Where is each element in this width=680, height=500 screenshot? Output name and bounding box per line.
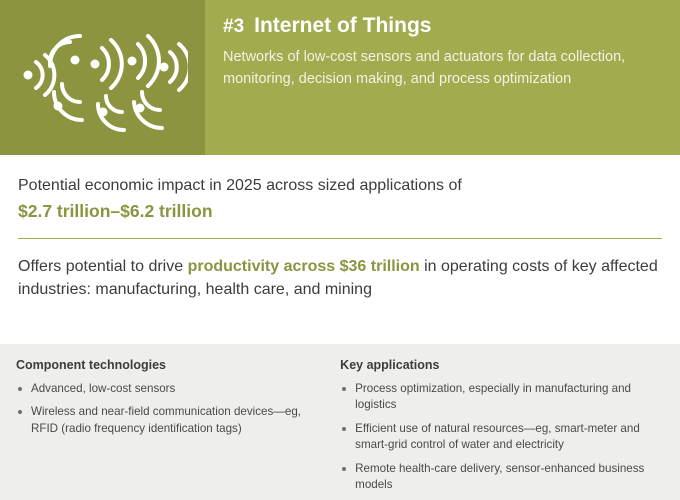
key-applications-list bbox=[340, 381, 664, 494]
header-description: Networks of low-cost sensors and actuators for data collection, monitoring, decision making, and process optimization bbox=[223, 49, 626, 87]
list-item: Wireless and near-field communication devices—eg, RFID (radio frequency identification tags) bbox=[16, 404, 322, 437]
bottom-panel bbox=[0, 344, 680, 500]
component-technologies-title: Component technologies bbox=[16, 358, 166, 372]
header-text-panel bbox=[205, 0, 680, 155]
page-title: Internet of Things bbox=[254, 14, 432, 37]
key-applications-title: Key applications bbox=[340, 358, 440, 372]
drive-suffix: in operating costs of key affected industries: manufacturing, health care, and mining bbox=[18, 258, 658, 299]
key-applications-column bbox=[340, 358, 664, 500]
component-technologies-column bbox=[16, 358, 340, 500]
header bbox=[0, 0, 680, 155]
productivity-statement bbox=[18, 255, 662, 301]
header-icon-panel bbox=[0, 0, 205, 155]
trend-number: #3 bbox=[223, 16, 245, 37]
list-item: Advanced, low-cost sensors bbox=[16, 381, 322, 397]
list-item: Process optimization, especially in manufacturing and logistics bbox=[340, 381, 664, 414]
drive-prefix: Offers potential to drive bbox=[18, 258, 188, 275]
list-item: Remote health-care delivery, sensor-enhanced business models bbox=[340, 461, 664, 494]
component-technologies-list bbox=[16, 381, 322, 437]
section-divider bbox=[18, 238, 662, 239]
impact-section bbox=[0, 155, 680, 301]
iot-network-waves-icon bbox=[18, 22, 188, 134]
list-item: Efficient use of natural resources—eg, smart-meter and smart-grid control of water and electricity bbox=[340, 421, 664, 454]
impact-value: $2.7 trillion–$6.2 trillion bbox=[18, 201, 213, 221]
drive-highlight: productivity across $36 trillion bbox=[187, 258, 420, 275]
header-title-row bbox=[223, 14, 654, 38]
impact-lead-text: Potential economic impact in 2025 across sized applications of bbox=[18, 177, 462, 194]
